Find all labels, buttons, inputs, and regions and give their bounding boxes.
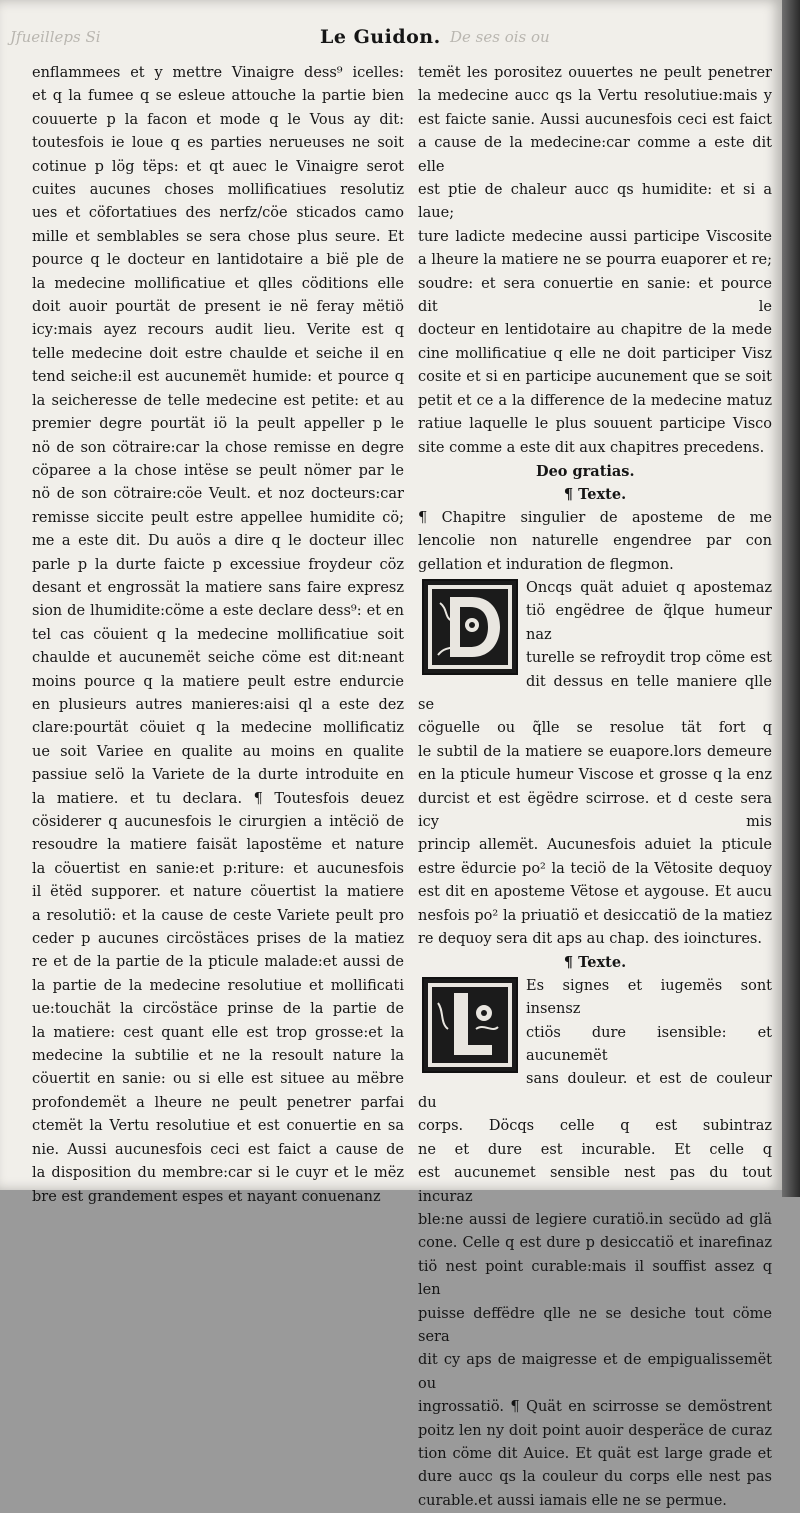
text-line: cuites aucunes choses mollificatiues resolutiz	[32, 182, 404, 199]
text-line: re dequoy sera dit aps au chap. des ioinctures.	[418, 931, 762, 948]
text-line: temët les porositez ouuertes ne peult penetrer	[418, 65, 772, 81]
text-line: medecine la subtilie et ne la resoult nature la	[32, 1048, 404, 1065]
text-line: cöuertit en sanie: ou si elle est situee au mëbre	[32, 1071, 404, 1088]
text-line: resoudre la matiere faisät lapostëme et nature	[32, 837, 404, 854]
text-line: est faicte sanie. Aussi aucunesfois ceci est faict	[418, 111, 772, 128]
text-line: corps. Döcqs celle q est subintraz	[418, 1118, 772, 1135]
decorated-initial-d-icon	[422, 579, 518, 675]
text-line: a lheure la matiere ne se pourra euaporer et re;	[418, 252, 772, 269]
text-line: parle p la durte faicte p excessiue froydeur cöz	[32, 556, 404, 573]
texte-heading-2: ¶ Texte.	[563, 954, 627, 972]
text-line: toutesfois ie loue q es parties nerueuses ne soit	[32, 135, 404, 152]
text-line: nö de son cötraire:car la chose remisse en degre	[32, 439, 404, 456]
text-line: durcist et est ëgëdre scirrose. et d ceste sera icy mis	[418, 790, 772, 830]
text-line: cosite et si en participe aucunement que se soit	[418, 369, 772, 386]
text-line: puisse deffëdre qlle ne se desiche tout cöme sera	[418, 1305, 772, 1345]
text-line: poitz len ny doit point auoir desperäce de curaz	[418, 1422, 772, 1439]
text-line: la matiere: cest quant elle est trop grosse:et la	[32, 1024, 404, 1041]
paragraph-block-1	[418, 577, 772, 952]
text-line: princip allemët. Aucunesfois aduiet la pticule	[418, 837, 772, 854]
text-line: clare:pourtät cöuiet q la medecine mollificatiz	[32, 720, 404, 737]
text-line: telle medecine doit estre chaulde et seiche il en	[32, 345, 404, 362]
text-line: la matiere. et tu declara. ¶ Toutesfois deuez	[32, 790, 404, 807]
text-line: la medecine aucc qs la Vertu resolutiue:mais y	[418, 88, 772, 105]
texte-heading-1: ¶ Texte.	[563, 486, 627, 504]
text-line: tion cöme dit Auice. Et quät est large grade et	[418, 1445, 772, 1462]
text-line: et q la fumee q se esleue attouche la partie bien	[32, 88, 404, 105]
text-line: cöparee a la chose intëse se peult nömer par le	[32, 462, 404, 479]
text-line: docteur en lentidotaire au chapitre de la mede	[418, 322, 772, 339]
text-line: en plusieurs autres manieres:aisi ql a este dez	[32, 696, 404, 713]
text-line: tiö engëdree de q̃lque humeur naz	[526, 603, 772, 643]
text-line: en la pticule humeur Viscose et grosse q la enz	[418, 767, 772, 784]
text-line: est ptie de chaleur aucc qs humidite: et si a laue;	[418, 182, 772, 222]
text-line: ture ladicte medecine aussi participe Viscosite	[418, 228, 772, 245]
text-line: est aucunemet sensible nest pas du tout incuraz	[418, 1165, 772, 1205]
text-line: me a este dit. Du auös a dire q le docteur illec	[32, 533, 404, 550]
bleed-through-text-right: De ses ois ou	[450, 28, 550, 46]
text-line: ceder p aucunes circöstäces prises de la matiez	[32, 931, 404, 948]
text-line: dit cy aps de maigresse et de empigualissemët ou	[418, 1352, 772, 1392]
text-line: icy:mais ayez recours audit lieu. Verite est q	[32, 322, 404, 339]
text-line: ue soit Variee en qualite au moins en qualite	[32, 743, 404, 760]
text-line: curable.et aussi iamais elle ne se permue.	[418, 1492, 727, 1509]
chapter-heading	[418, 507, 772, 577]
decorated-initial-l-icon	[422, 977, 518, 1073]
text-line: ctiös dure isensible: et aucunemët	[526, 1024, 772, 1065]
page-header	[0, 26, 782, 56]
text-line: soudre: et sera conuertie en sanie: et pource dit le	[418, 275, 772, 316]
text-line: cine mollificatiue q elle ne doit participer Visz	[418, 345, 772, 362]
text-line: ues et cöfortatiues des nerfz/cöe sticados camo	[32, 205, 404, 222]
text-line: ue:touchät la circöstäce prinse de la partie de	[32, 1001, 404, 1018]
text-line: ctemët la Vertu resolutiue et est conuertie en sa	[32, 1118, 404, 1135]
text-line: Es signes et iugemës sont insensz	[526, 977, 772, 1018]
book-spine-edge	[782, 0, 800, 1197]
text-line: le subtil de la matiere se euapore.lors demeure	[418, 743, 772, 760]
text-line: ne et dure est incurable. Et celle q	[418, 1141, 772, 1158]
text-line: cösiderer q aucunesfois le cirurgien a intëciö de	[32, 814, 404, 830]
text-line: turelle se refroydit trop cöme est	[526, 650, 772, 667]
text-line: dure aucc qs la couleur du corps elle nest pas	[418, 1469, 772, 1486]
text-line: mille et semblables se sera chose plus seure. Et	[32, 228, 404, 245]
text-line: est dit en aposteme Vëtose et aygouse. Et aucu	[418, 884, 772, 901]
chapter-heading-line: gellation et induration de flegmon.	[418, 556, 674, 573]
text-line: tel cas cöuient q la medecine mollificatiue soit	[32, 626, 404, 643]
text-line: Oncqs quät aduiet q apostemaz	[526, 579, 772, 596]
text-line: moins pource q la matiere peult estre endurcie	[32, 673, 404, 690]
bleed-through-text-left: Jfueilleps Si	[10, 28, 101, 46]
text-line: doit auoir pourtät de present ie në feray mëtiö	[32, 299, 404, 316]
right-column	[418, 62, 772, 1513]
text-line: passiue selö la Variete de la durte introduite en	[32, 767, 404, 784]
text-line: ratiue laquelle le plus souuent participe Visco	[418, 416, 772, 433]
text-line: sion de lhumidite:cöme a este declare dess⁹: et en	[32, 603, 404, 620]
text-line: premier degre pourtät iö la peult appeller p le	[32, 416, 404, 433]
right-column-top-text	[418, 62, 772, 460]
text-line: cotinue p lög tëps: et qt auec le Vinaigre serot	[32, 158, 404, 175]
text-line: la partie de la medecine resolutiue et mollificati	[32, 977, 404, 994]
text-line: il ëtëd supporer. et nature cöuertist la matiere	[32, 884, 404, 901]
text-line: re et de la partie de la pticule malade:et aussi de	[32, 954, 404, 971]
text-line: desant et engrossät la matiere sans faire expresz	[32, 579, 404, 596]
text-line: remisse siccite peult estre appellee humidite cö;	[32, 509, 404, 526]
text-line: cöguelle ou q̃lle se resolue tät fort q	[418, 720, 772, 737]
text-line: site comme a este dit aux chapitres precedens.	[418, 439, 765, 456]
running-title: Le Guidon.	[320, 26, 441, 48]
text-line: nesfois po² la priuatiö et desiccatiö de la matiez	[418, 907, 772, 924]
text-line: tend seiche:il est aucunemët humide: et pource q	[32, 369, 404, 386]
paragraph-block-2	[418, 975, 772, 1513]
text-line: nö de son cötraire:cöe Veult. et noz docteurs:car	[32, 486, 404, 503]
text-line: ble:ne aussi de legiere curatiö.in secüdo ad glä	[418, 1211, 772, 1228]
text-line: la seicheresse de telle medecine est petite: et au	[32, 392, 404, 409]
text-line: la disposition du membre:car si le cuyr et le mëz	[32, 1165, 404, 1182]
text-line: nie. Aussi aucunesfois ceci est faict a cause de	[32, 1141, 404, 1158]
text-line: enflammees et y mettre Vinaigre dess⁹ icelles:	[32, 65, 404, 81]
text-line: ingrossatiö. ¶ Quät en scirrosse se demöstrent	[418, 1399, 772, 1416]
text-line: tiö nest point curable:mais il souffist assez q len	[418, 1258, 772, 1299]
text-line: la cöuertist en sanie:et p:riture: et aucunesfois	[32, 860, 404, 877]
chapter-heading-line: lencolie non naturelle engendree par con	[418, 533, 772, 550]
text-line: a cause de la medecine:car comme a este dit elle	[418, 135, 772, 175]
text-line: chaulde et aucunemët seiche cöme est dit:neant	[32, 650, 404, 667]
left-column	[32, 62, 404, 1209]
text-line: a resolutiö: et la cause de ceste Variete peult pro	[32, 907, 404, 924]
deo-gratias: Deo gratias.	[536, 462, 635, 480]
text-line: petit et ce a la difference de la medecine matuz	[418, 392, 772, 409]
text-line: profondemët a lheure ne peult penetrer parfai	[32, 1094, 404, 1111]
text-line: estre ëdurcie po² la teciö de la Vëtosite dequoy	[418, 860, 772, 877]
text-line: couuerte p la facon et mode q le Vous ay dit:	[32, 111, 404, 128]
text-line: la medecine mollificatiue et qlles cöditions elle	[32, 275, 404, 292]
text-line: pource q le docteur en lantidotaire a bië ple de	[32, 252, 404, 269]
text-line: sans douleur. et est de couleur du	[418, 1071, 772, 1111]
text-line: cone. Celle q est dure p desiccatiö et inarefinaz	[418, 1235, 772, 1252]
text-line: dit dessus en telle maniere qlle se	[418, 673, 772, 713]
text-line: bre est grandement espes et nayant conuenanz	[32, 1188, 381, 1205]
chapter-heading-line: ¶ Chapitre singulier de aposteme de me	[418, 509, 772, 526]
